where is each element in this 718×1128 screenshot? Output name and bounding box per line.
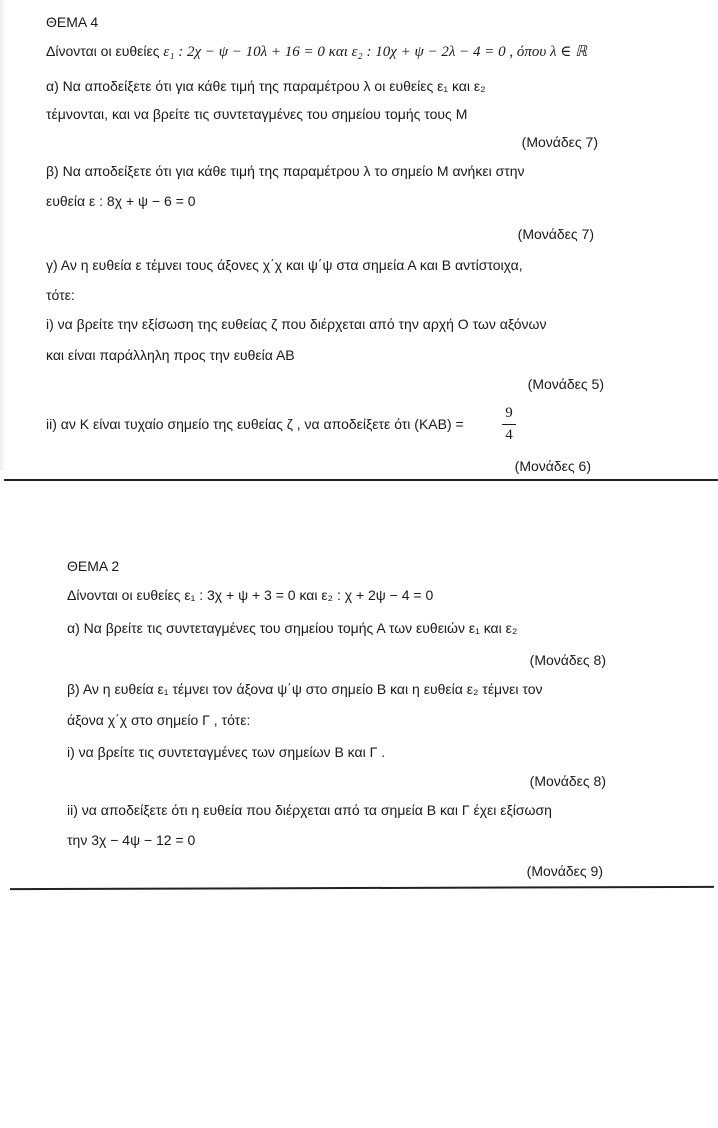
theme4-ci-line2: και είναι παράλληλη προς την ευθεία ΑΒ [46,347,295,363]
theme4-a-line2: τέμνονται, και να βρείτε τις συντεταγμένες του σημείου τομής τους Μ [46,106,468,122]
theme4-ci-marks: (Μονάδες 5) [527,376,604,392]
theme4-intro-text: Δίνονται οι ευθείες [46,43,160,59]
theme4-cii-marks: (Μονάδες 6) [514,458,591,474]
theme2-title: ΘΕΜΑ 2 [67,558,120,574]
theme2-bii-line2: την 3χ − 4ψ − 12 = 0 [67,832,196,848]
theme4-b-line1: β) Να αποδείξετε ότι για κάθε τιμή της παραμέτρου λ το σημείο Μ ανήκει στην [46,163,525,179]
theme4-cii-fraction-numerator: 9 [505,405,513,421]
theme4-cii-text: ii) αν Κ είναι τυχαίο σημείο της ευθείας ζ , να αποδείξετε ότι (ΚΑΒ) = [46,416,464,432]
theme4-ci-line1: i) να βρείτε την εξίσωση της ευθείας ζ που διέρχεται από την αρχή Ο των αξόνων [46,316,547,332]
theme2-divider [10,886,714,890]
theme2-a-marks: (Μονάδες 8) [529,652,606,668]
theme4-c-line1: γ) Αν η ευθεία ε τέμνει τους άξονες χ΄χ και ψ΄ψ στα σημεία Α και Β αντίστοιχα, [46,257,523,273]
theme4-title: ΘΕΜΑ 4 [46,14,99,30]
theme4-divider [4,479,718,481]
theme4-c-line2: τότε: [46,287,75,303]
theme2-bii-marks: (Μονάδες 9) [526,863,603,879]
theme2-b-line1: β) Αν η ευθεία ε₁ τέμνει τον άξονα ψ΄ψ στο σημείο Β και η ευθεία ε₂ τέμνει τον [67,681,543,697]
theme4-a-line1: α) Να αποδείξετε ότι για κάθε τιμή της παραμέτρου λ οι ευθείες ε₁ και ε₂ [46,78,486,94]
theme4-b-marks: (Μονάδες 7) [517,226,594,242]
page-edge-shadow [0,0,6,470]
theme2-bii-line1: ii) να αποδείξετε ότι η ευθεία που διέρχεται από τα σημεία Β και Γ έχει εξίσωση [67,802,552,818]
theme2-b-line2: άξονα χ΄χ στο σημείο Γ , τότε: [67,712,251,728]
theme2-a-line: α) Να βρείτε τις συντεταγμένες του σημείου τομής Α των ευθειών ε₁ και ε₂ [67,620,518,636]
theme2-intro: Δίνονται οι ευθείες ε₁ : 3χ + ψ + 3 = 0 και ε₂ : χ + 2ψ − 4 = 0 [67,587,434,603]
theme4-cii-fraction-bar [502,424,516,425]
theme4-b-line2: ευθεία ε : 8χ + ψ − 6 = 0 [46,193,196,209]
theme4-intro [46,42,587,61]
theme2-bi-line: i) να βρείτε τις συντεταγμένες των σημείων Β και Γ . [67,744,386,760]
theme2-bi-marks: (Μονάδες 8) [529,773,606,789]
theme4-cii-fraction-denominator: 4 [505,427,513,443]
theme4-intro-equations: ε₁ : 2χ − ψ − 10λ + 16 = 0 και ε₂ : 10χ + ψ − 2λ − 4 = 0 , όπου λ ∈ ℝ [163,44,588,60]
theme4-a-marks: (Μονάδες 7) [521,134,598,150]
